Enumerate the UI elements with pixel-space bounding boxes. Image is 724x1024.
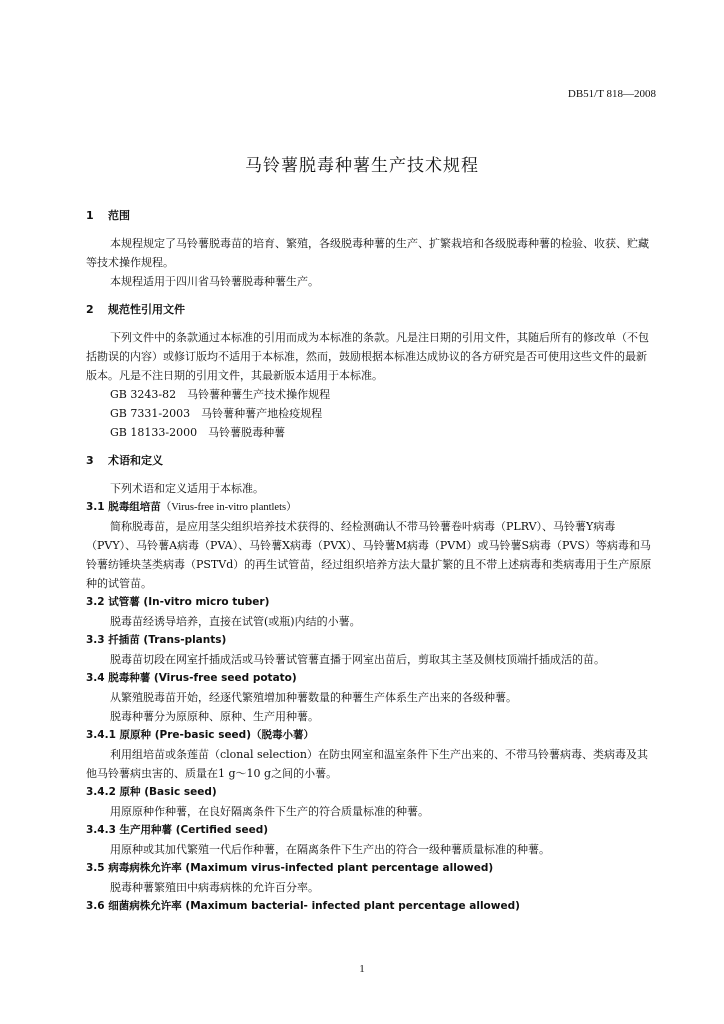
term-heading (86, 498, 656, 517)
paragraph: 下列术语和定义适用于本标准。 (110, 482, 264, 495)
term-definition: 用原原种作种薯，在良好隔离条件下生产的符合质量标准的种薯。 (110, 805, 429, 818)
reference-item: GB 3243-82 马铃薯种薯生产技术操作规程 (110, 388, 331, 401)
paragraph: 本规程适用于四川省马铃薯脱毒种薯生产。 (110, 275, 319, 288)
term-definition: 简称脱毒苗，是应用茎尖组织培养技术获得的、经检测确认不带马铃薯卷叶病毒（PLRV）、马铃薯Y病毒（PVY）、马铃薯A病毒（PVA）、马铃薯X病毒（PVX）、马铃薯M病毒（PVM）或马铃薯S病毒（PVS）等病毒和马铃薯纺锤块茎类病毒（PSTVd）的再生试管苗，经过组织培养方法大量扩繁的且不带上述病毒和类病毒用于生产原原种的试管苗。 (86, 520, 652, 590)
term-heading: 3.4.1 原原种 (Pre-basic seed)（脱毒小薯） (86, 729, 314, 741)
term-english: （Virus-free in-vitro plantlets） (160, 502, 297, 513)
standard-number: DB51/T 818—2008 (567, 88, 656, 100)
section-title: 规范性引用文件 (108, 303, 185, 316)
term-heading: 3.5 病毒病株允许率 (Maximum virus-infected plant percentage allowed) (86, 862, 494, 874)
term-definition: 脱毒苗经诱导培养，直接在试管(或瓶)内结的小薯。 (110, 615, 361, 628)
section-2-heading (86, 300, 656, 319)
term-definition: 脱毒种薯繁殖田中病毒病株的允许百分率。 (110, 881, 319, 894)
term-heading: 3.4.2 原种 (Basic seed) (86, 786, 217, 798)
term-definition: 脱毒种薯分为原原种、原种、生产用种薯。 (110, 710, 319, 723)
term-definition: 从繁殖脱毒苗开始，经逐代繁殖增加种薯数量的种薯生产体系生产出来的各级种薯。 (110, 691, 517, 704)
section-1-heading (86, 206, 656, 225)
paragraph: 下列文件中的条款通过本标准的引用而成为本标准的条款。凡是注日期的引用文件，其随后所有的修改单（不包括勘误的内容）或修订版均不适用于本标准，然而，鼓励根据本标准达成协议的各方研究是否可使用这些文件的最新版本。凡是不注日期的引用文件，其最新版本适用于本标准。 (86, 331, 649, 382)
term-definition: 利用组培苗或条莲苗（clonal selection）在防虫网室和温室条件下生产出来的、不带马铃薯病毒、类病毒及其他马铃薯病虫害的、质量在1 g～10 g之间的小薯。 (86, 748, 648, 780)
reference-item: GB 18133-2000 马铃薯脱毒种薯 (110, 426, 286, 439)
section-number: 3 (86, 454, 94, 467)
term-heading: 3.2 试管薯 (In-vitro micro tuber) (86, 596, 270, 608)
page-number: 1 (359, 963, 365, 975)
reference-item: GB 7331-2003 马铃薯种薯产地检疫规程 (110, 407, 323, 420)
document-title: 马铃薯脱毒种薯生产技术规程 (245, 156, 479, 176)
paragraph: 本规程规定了马铃薯脱毒苗的培育、繁殖，各级脱毒种薯的生产、扩繁栽培和各级脱毒种薯的检验、收获、贮藏等技术操作规程。 (86, 237, 649, 269)
term-definition: 用原种或其加代繁殖一代后作种薯，在隔离条件下生产出的符合一级种薯质量标准的种薯。 (110, 843, 550, 856)
term-heading: 3.6 细菌病株允许率 (Maximum bacterial- infected plant percentage allowed) (86, 900, 520, 912)
term-heading: 3.4 脱毒种薯 (Virus-free seed potato) (86, 672, 297, 684)
term-heading: 3.3 扦插苗 (Trans-plants) (86, 634, 227, 646)
section-number: 1 (86, 209, 94, 222)
term-definition: 脱毒苗切段在网室扦插成活或马铃薯试管薯直播于网室出苗后，剪取其主茎及侧枝顶端扦插成活的苗。 (110, 653, 605, 666)
section-title: 范围 (108, 209, 130, 222)
term-label: 3.1 脱毒组培苗 (86, 501, 161, 513)
section-title: 术语和定义 (108, 454, 163, 467)
term-heading: 3.4.3 生产用种薯 (Certified seed) (86, 824, 269, 836)
section-3-heading (86, 451, 656, 470)
section-number: 2 (86, 303, 94, 316)
document-body (86, 206, 656, 916)
